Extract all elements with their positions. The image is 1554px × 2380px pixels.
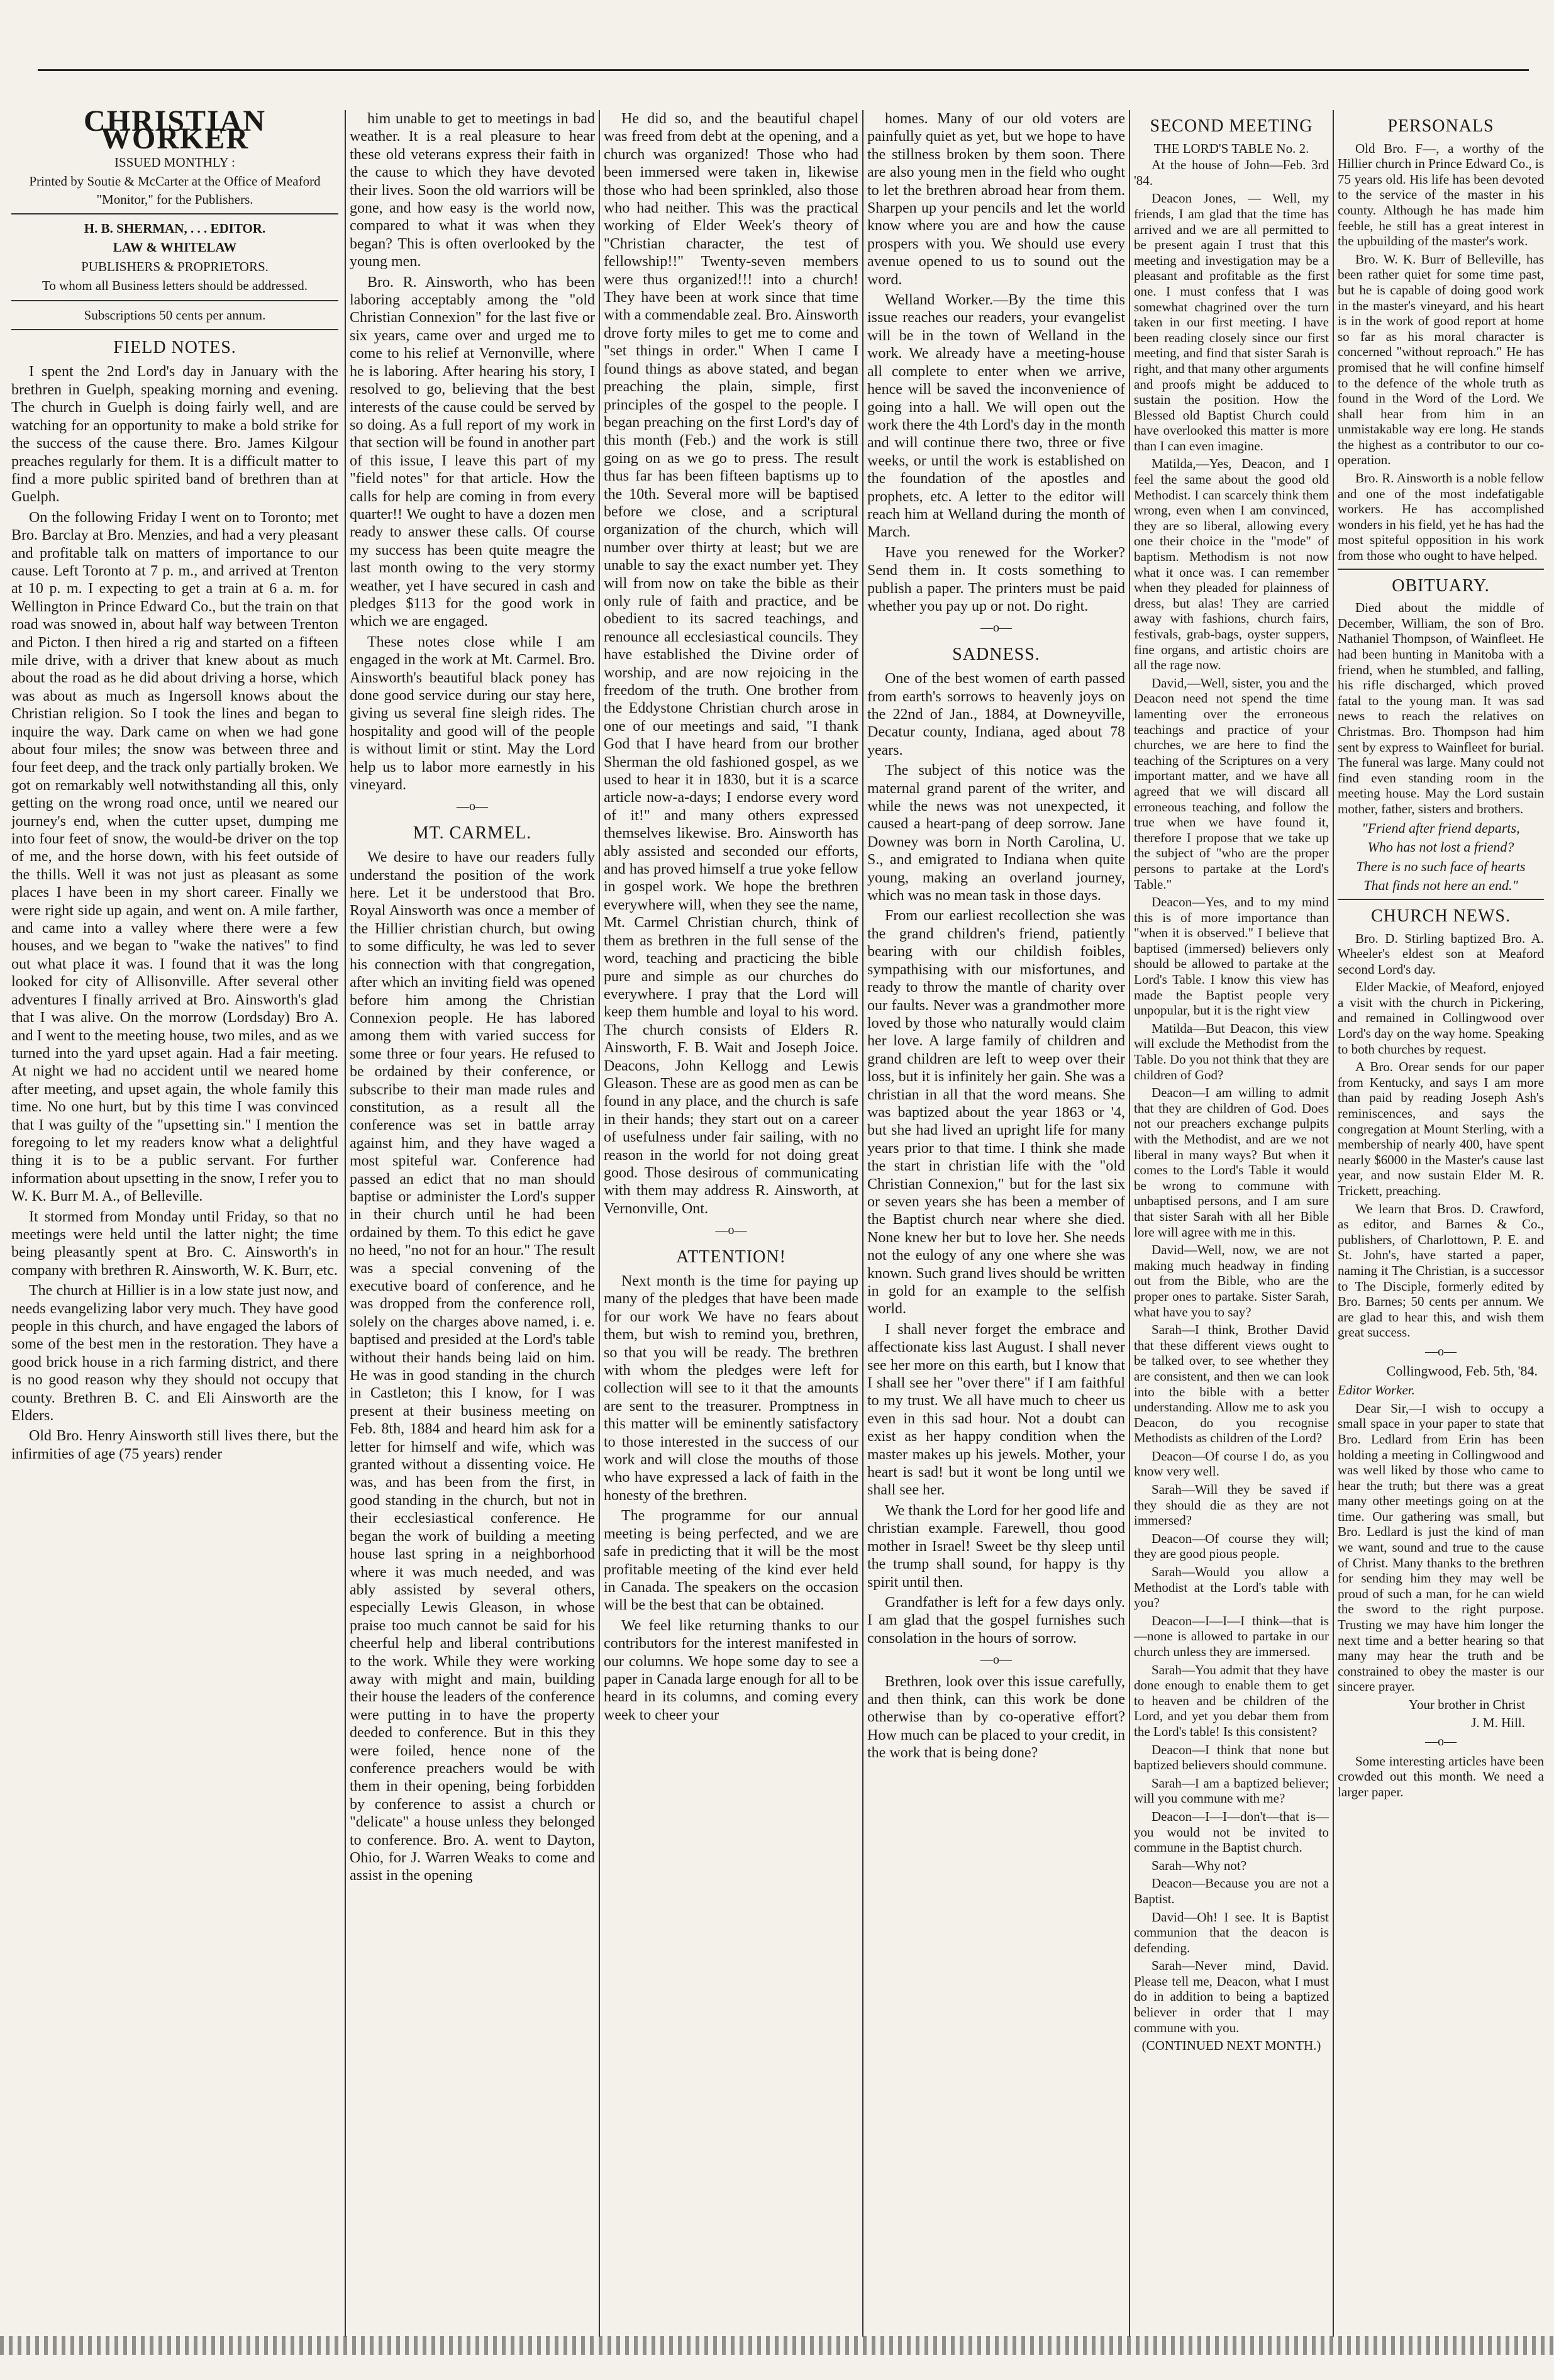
- article-paragraph: We learn that Bros. D. Crawford, as editor, and Barnes & Co., publishers, of Charlottown, P. E. and St. John's, have started a paper, naming it The Christian, is a successor to The Disciple, formerly edited by Bro. Barnes; 50 cents per annum. We are glad to hear this, and wish them great success.: [1338, 1201, 1544, 1340]
- attention-heading: ATTENTION!: [676, 1247, 786, 1267]
- column-divider: [599, 110, 600, 2337]
- dialogue-paragraph: David,—Well, sister, you and the Deacon need not spend the time lamenting over the erroneous teachings and practice of your churches, we are here to find the teaching of the Scriptures on a very important matter, and we have all agreed that we will discard all erroneous teaching, and follow the true when we have found it, therefore I propose that we take up the subject of "who are the proper persons to partake at the Lord's Table.": [1134, 675, 1329, 892]
- article-paragraph: homes. Many of our old voters are painfully quiet as yet, but we hope to have the stillness broken by them soon. There are also young men in the field who ought to let the brethren abroad hear from them. Sharpen up your pencils and let the world know where you are and how the cause prospers with you. We should use every avenue opened to us to sound out the word.: [867, 111, 1125, 288]
- poem-line: That finds not here an end.": [1363, 877, 1518, 894]
- article-paragraph: These notes close while I am engaged in the work at Mt. Carmel. Bro. Ainsworth's beautiful black poney has done good service during our stay here, giving us several fine sleigh rides. The hospitality and good will of the people is without limit or stint. May the Lord help us to labor more earnestly in his vineyard.: [350, 633, 595, 794]
- column-divider: [1333, 110, 1334, 2337]
- masthead-letters: To whom all Business letters should be addressed.: [42, 278, 308, 294]
- article-paragraph: Next month is the time for paying up many of the pledges that have been made for our work We have no fears about them, but wish to remind you, brethren, so that you will be ready. The brethren with whom the pledges were left for collection will see to it that the amounts are sent to the treasurer. Promptness in this matter will be eminently satisfactory to those interested in the success of our work and will close the mouths of those who have expressed a lack of faith in the honesty of the brethren.: [604, 1273, 858, 1504]
- second-meeting-subheading: THE LORD'S TABLE No. 2.: [1153, 140, 1309, 156]
- article-paragraph: The subject of this notice was the maternal grand parent of the writer, and while the news was not unexpected, it caused a heart-pang of deep sorrow. Jane Downey was born in North Carolina, U. S., and emigrated to Indiana when quite young, making an overland journey, which was no mean task in those days.: [867, 762, 1125, 904]
- article-paragraph: One of the best women of earth passed from earth's sorrows to heavenly joys on the 22nd of Jan., 1884, at Downeyville, Decatur county, Indiana, aged about 78 years.: [867, 670, 1125, 759]
- article-paragraph: him unable to get to meetings in bad weather. It is a real pleasure to hear these old veterans express their faith in the cause to which they have devoted their lives. Soon the old warriors will be gone, and how easy is the world now, compared to what it was when they began? This is often overlooked by the young men.: [350, 111, 595, 270]
- mt-carmel-heading: MT. CARMEL.: [413, 823, 532, 843]
- section-divider: —o—: [1425, 1344, 1457, 1359]
- field-notes-heading: FIELD NOTES.: [113, 338, 236, 358]
- dialogue-paragraph: Deacon—I think that none but baptized believers should commune.: [1134, 1742, 1329, 1773]
- masthead-editor: H. B. SHERMAN, . . . EDITOR.: [84, 221, 266, 236]
- dialogue-paragraph: Deacon—I—I—I think—that is—none is allowed to partake in our church unless they are immersed.: [1134, 1613, 1329, 1659]
- column-1: [11, 110, 338, 2337]
- dialogue-paragraph: Matilda,—Yes, Deacon, and I feel the same about the good old Methodist. I can scarcely think them wrong, even when I am convinced, they are so liberal, allowing every one their choice in the "mode" of baptism. Methodism is not now what it once was. I can remember when they pleaded for plainness of dress, but alas! They are carried away with fashions, church fairs, festivals, grab-bags, oyster suppers, fine organs, and artistic choirs are all the rage now.: [1134, 456, 1329, 673]
- masthead-subscription: Subscriptions 50 cents per annum.: [84, 307, 266, 323]
- dialogue-paragraph: Deacon—Of course they will; they are good pious people.: [1134, 1530, 1329, 1562]
- article-paragraph: Bro. R. Ainsworth, who has been laboring acceptably among the "old Christian Connexion" for the last five or six years, came over and urged me to come to his relief at Vernonville, where he is laboring. After hearing his story, I resolved to go, believing that the best interests of the cause could be served by so doing. As a full report of my work in that section will be found in another part of this issue, I leave this part of my "field notes" for that article. How the calls for help are coming in from every quarter!! We ought to have a dozen men ready to answer these calls. Of course my success has been quite meagre the last month owing to the very stormy weather, yet I have secured in cash and pledges $113 for the good work in which we are engaged.: [350, 274, 595, 630]
- article-paragraph: Old Bro. F—, a worthy of the Hillier church in Prince Edward Co., is 75 years old. His life has been devoted to the service of the master in his county. Although he has made him feeble, he still has a great interest in the upbuilding of the master's work.: [1338, 140, 1544, 249]
- personals-heading: PERSONALS: [1387, 116, 1494, 136]
- article-paragraph: Have you renewed for the Worker? Send them in. It costs something to publish a paper. The printers must be paid whether you pay up or not. Do right.: [867, 544, 1125, 614]
- column-divider: [345, 110, 346, 2337]
- article-paragraph: On the following Friday I went on to Toronto; met Bro. Barclay at Bro. Menzies, and had a very pleasant and profitable talk on matters of importance to our cause. Left Toronto at 7 p. m., and arrived at Trenton at 10 p. m. I expecting to get a train at 6 a. m. for Wellington in Prince Edward Co., but the train on that road was snowed in, about half way between Trenton and Picton. I then hired a rig and started on a fifteen mile drive, with a driver that knew about as much about the road as he did about driving a horse, which was about as much as Ingersoll knows about the Christian religion. So I took the lines and began to inquire the way. Dark came on when we had gone about four miles; the snow was between three and four feet deep, and the track only partially broken. We got on remarkably well notwithstanding all this, only getting on the wrong road once, until we neared our journey's end, when the cutter upset, dumping me into four feet of snow, the would-be driver on the top of me, and the horse down, with his feet outside of the thills. Well it was not just as pleasant as some places I have been in my short career. Finally we were right side up again, and went on. A mile farther, and came into a valley where there were a few houses, and we began to "wake the natives" to find out what place it was. I found that it was the long looked for city of Allisonville. After several other adventures I finally arrived at Bro. Ainsworth's glad that I was alive. On the morrow (Lordsday) Bro A. and I went to the meeting house, two miles, and as we turned into the yard upset again. Had a fair meeting. At night we had no accident until we neared home after meeting, and upset again, the whole family this time. No one hurt, but by this time I was convinced that I was guilty of the "upsetting sin." I mention the foregoing to let my readers know what a delightful thing it is to be a public servant. For further information about upsetting in the snow, I refer you to W. K. Burr M. A., of Belleville.: [11, 509, 338, 1205]
- section-divider: —o—: [1425, 1735, 1457, 1749]
- dialogue-paragraph: Sarah—I think, Brother David that these different views ought to be talked over, to see whether they are consistent, and then we can look into the bible with a better understanding. Allow me to ask you Deacon, do you recognise Methodists as children of the Lord?: [1134, 1322, 1329, 1446]
- dialogue-paragraph: At the house of John—Feb. 3rd '84.: [1134, 157, 1329, 188]
- letter-dateline: Collingwood, Feb. 5th, '84.: [1386, 1362, 1538, 1379]
- column-6: [1338, 110, 1544, 2337]
- article-paragraph: We feel like returning thanks to our contributors for the interest manifested in our columns. We hope some day to see a paper in Canada large enough for all to be heard in its columns, and coming every week to cheer your: [604, 1617, 858, 1723]
- dialogue-paragraph: Deacon—I am willing to admit that they are children of God. Does not our preachers exchange pulpits with the Methodist, and are we not liberal in many ways? But when it comes to the Lord's Table it would be wrong to commune with unbaptised persons, and I am sure that sister Sarah with all her Bible lore will agree with me in this.: [1134, 1085, 1329, 1240]
- column-divider: [862, 110, 863, 2337]
- column-3: [604, 110, 858, 2337]
- divider: [11, 329, 338, 330]
- article-paragraph: From our earliest recollection she was the grand children's friend, patiently bearing with our childish foibles, sympathising with our misfortunes, and ready to throw the mantle of charity over our faults. Never was a grandmother more loved by those who naturally would claim her love. A large family of children and grand children are left to weep over their loss, but it is infinitely her gain. She was a christian in all that the word means. She was baptized about the year 1863 or '4, but she had lived an upright life for many years prior to that time. I think she made the start in christian life with the "old Christian Connexion," but for the last six or seven years she has been a member of the Baptist church near where she died. None knew her but to love her. She needs not the eulogy of any one where she was known. Such grand lives should be written in gold for an example to the selfish world.: [867, 908, 1125, 1318]
- article-paragraph: The programme for our annual meeting is being perfected, and we are safe in predicting that it will be the most profitable meeting of the kind ever held in Canada. The speakers on the occasion will be the best that can be obtained.: [604, 1508, 858, 1614]
- article-paragraph: I spent the 2nd Lord's day in January with the brethren in Guelph, speaking morning and evening. The church in Guelph is doing fairly well, and are watching for an opportunity to make a bold strike for the success of the cause there. Bro. James Kilgour preaches regularly for them. It is a difficult matter to find a more public spirited band of brethren than at Guelph.: [11, 364, 338, 506]
- article-paragraph: It stormed from Monday until Friday, so that no meetings were held until the latter night; the time being pleasantly spent at Bro. C. Ainsworth's in company with brethren R. Ainsworth, W. K. Burr, etc.: [11, 1208, 338, 1279]
- masthead-firm: LAW & WHITELAW: [113, 240, 237, 255]
- dialogue-paragraph: Deacon Jones, — Well, my friends, I am glad that the time has arrived and we are all permitted to be present again I trust that this meeting and investigation may be a pleasant and profitable as the first one. I must confess that I was somewhat chagrined over the turn taken in our first meeting. I have been reading closely since our first meeting, and find that sister Sarah is right, and that many other arguments and proofs might be adduced to sustain the position. How the Blessed old Baptist Church could have overlooked this matter is more than I can even imagine.: [1134, 191, 1329, 453]
- obituary-heading: OBITUARY.: [1392, 576, 1490, 596]
- church-news-heading: CHURCH NEWS.: [1370, 906, 1511, 926]
- dialogue-paragraph: David—Oh! I see. It is Baptist communion that the deacon is defending.: [1134, 1909, 1329, 1955]
- article-paragraph: A Bro. Orear sends for our paper from Kentucky, and says I am more than paid by reading Joseph Ash's reminiscences, and says the congregation at Mount Sterling, with a membership of nearly 400, have spent nearly $6000 in the Master's cause last year, and now sustain Elder M. R. Trickett, preaching.: [1338, 1059, 1544, 1198]
- dialogue-paragraph: Sarah—I am a baptized believer; will you commune with me?: [1134, 1775, 1329, 1806]
- dialogue-paragraph: Sarah—Never mind, David. Please tell me, Deacon, what I must do in addition to being a baptized believer in order that I may commune with you.: [1134, 1958, 1329, 2035]
- section-divider: —o—: [980, 621, 1012, 635]
- second-meeting-heading: SECOND MEETING: [1150, 116, 1313, 136]
- masthead-title: CHRISTIAN WORKER: [83, 110, 267, 156]
- section-divider: —o—: [980, 1653, 1012, 1667]
- poem-line: "Friend after friend departs,: [1362, 820, 1520, 836]
- continued-note: (CONTINUED NEXT MONTH.): [1141, 2038, 1321, 2054]
- letter-signature: J. M. Hill.: [1471, 1715, 1525, 1730]
- sadness-heading: SADNESS.: [952, 644, 1040, 664]
- closing-note: Some interesting articles have been crowded out this month. We need a larger paper.: [1338, 1753, 1544, 1799]
- torn-bottom-edge: [0, 2336, 1554, 2355]
- section-divider: —o—: [457, 799, 488, 814]
- article-paragraph: Brethren, look over this issue carefully, and then think, can this work be done otherwise than by co-operative effort? How much can be placed to your credit, in the work that is being done?: [867, 1673, 1125, 1762]
- letter-addressee: Editor Worker.: [1338, 1382, 1415, 1398]
- poem-line: Who has not lost a friend?: [1367, 839, 1514, 855]
- dialogue-paragraph: Matilda—But Deacon, this view will exclude the Methodist from the Table. Do you not think that they are children of God?: [1134, 1020, 1329, 1082]
- article-paragraph: Welland Worker.—By the time this issue reaches our readers, your evangelist will be in the town of Welland in the work. We already have a meeting-house all complete to enter when we arrive, hence will be saved the inconvenience of going into a hall. We will open out the work there the 4th Lord's day in the month and will continue there two, three or five weeks, or until the work is established on the foundation of the apostles and prophets, etc. A letter to the editor will reach him at Welland during the month of March.: [867, 292, 1125, 541]
- column-4: [867, 110, 1125, 2337]
- article-paragraph: I shall never forget the embrace and affectionate kiss last August. I shall never see her more on this earth, but I know that I shall see her "over there" if I am faithful to my trust. We all have much to cheer us even in this sad hour. Not a doubt can exist as her happy condition when the master makes up his jewels. Mother, your heart is sad! but it wont be long until we shall see her.: [867, 1321, 1125, 1499]
- dialogue-paragraph: Deacon—Of course I do, as you know very well.: [1134, 1448, 1329, 1479]
- article-paragraph: Elder Mackie, of Meaford, enjoyed a visit with the church in Pickering, and remained in Collingwood over Lord's day on the way home. Speaking to both churches by request.: [1338, 979, 1544, 1057]
- masthead-publishers: PUBLISHERS & PROPRIETORS.: [81, 259, 269, 274]
- article-paragraph: We desire to have our readers fully understand the position of the work here. Let it be understood that Bro. Royal Ainsworth was once a member of the Hillier christian church, but owing to some difficulty, he was led to sever his connection with that congregation, after which an inviting field was opened before him among the Christian Connexion people. He has labored among them with varied success for some three or four years. He refused to be ordained by their conference, or subscribe to their man made rules and constitution, as a result all the conference was set in battle array against him, and they have waged a most spiteful war. Conference had passed an edict that no man should baptise or administer the Lord's supper in their church until he had been ordained by them. To this edict he gave no heed, "no not for an hour." The result was a special convening of the executive board of conference, and he was dropped from the conference roll, solely on the charges above named, i. e. baptised and presided at the Lord's table without their hands being laid on him. He was in good standing in the church in Castleton; this I know, for I was present at their business meeting on Feb. 8th, 1884 and heard him ask for a letter for himself and wife, which was granted without a dissenting voice. He was, and has been from the first, in good standing in the church, but not in their ecclesiastical conference. He began the work of building a meeting house last spring in a neighborhood where it was much needed, and was ably assisted by several others, especially Lewis Gleason, in whose praise too much cannot be said for his cheerful help and liberal contributions to the work. While they were working away with might and main, building their house the leaders of the conference were putting in to have the property deeded to conference. But in this they were foiled, hence none of the conference preachers would be with them in their opening, being forbidden by conference to assist a church or "delicate" a house unless they belonged to conference. Bro. A. went to Dayton, Ohio, for J. Warren Weaks to come and assist in the opening: [350, 849, 595, 1884]
- article-paragraph: He did so, and the beautiful chapel was freed from debt at the opening, and a church was organized! Those who had been immersed were taken in, likewise those who had been sprinkled, also those who had neither. This was the practical working of Elder Week's theory of "Christian character, the test of fellowship!!" Twenty-seven members were thus organized!!! into a church! They have been at work since that time with a commendable zeal. Bro. Ainsworth drove forty miles to get me to come and "set things in order." When I came I found things as above stated, and began preaching the plain, simple, first principles of the gospel to the people. I began preaching on the first Lord's day of this month (Feb.) and the work is still going on as we go to press. The result thus far has been fifteen baptisms up to the 10th. Several more will be baptised before we close, and a scriptural organization of the church, which will number over thirty at least; but we are unable to say the exact number yet. They will from now on take the bible as their only rule of faith and practice, and be obedient to its sacred teachings, and renounce all ecclesiastical councils. They have established the Divine order of worship, and are now rejoicing in the freedom of the truth. One brother from the Eddystone Christian church arose in one of our meetings and said, "I thank God that I have heard from our brother Sherman the old fashioned gospel, as we used to hear it in 1830, but it is a scarce article now-a-days; I endorse every word of it!" and many others expressed themselves likewise. Bro. Ainsworth has ably assisted and seconded our efforts, and has proved himself a true yoke fellow in gospel work. We hope the brethren everywhere will, when they see the name, Mt. Carmel Christian church, think of them as brethren in the full sense of the word, teaching and practicing the bible pure and simple as our churches do everywhere. I pray that the Lord will keep them humble and loyal to his word. The church consists of Elders R. Ainsworth, F. B. Wait and Joseph Joice. Deacons, John Kellogg and Lewis Gleason. These are as good men as can be found in any place, and the church is safe in their hands; they start out on a career of usefulness under fair sailing, with no reason in the world for not doing great good. Those desirous of communicating with them may address R. Ainsworth, at Vernonville, Ont.: [604, 111, 858, 1217]
- dialogue-paragraph: Deacon—Yes, and to my mind this is of more importance than "when it is observed." I believe that baptised (immersed) believers only should be allowed to partake at the Lord's Table. I know this view has made the Baptist people very unpopular, but it is the right view: [1134, 894, 1329, 1018]
- letter-signoff: Your brother in Christ: [1408, 1697, 1525, 1712]
- top-rule: [38, 69, 1529, 71]
- divider: [11, 300, 338, 301]
- column-2: [350, 110, 595, 2337]
- dialogue-paragraph: Sarah—You admit that they have done enough to enable them to get to heaven and be children of the Lord, and yet you debar them from the Lord's table! Is this consistent?: [1134, 1662, 1329, 1739]
- article-paragraph: Old Bro. Henry Ainsworth still lives there, but the infirmities of age (75 years) render: [11, 1428, 338, 1462]
- letter-paragraph: Dear Sir,—I wish to occupy a small space in your paper to state that Bro. Ledlard from Erin has been holding a meeting in Collingwood and was well liked by those who came to hear the truth; but there was a great many other meetings going on at the time. Our gathering was small, but Bro. Ledlard is just the kind of man we want, sound and true to the cause of Christ. Many thanks to the brethren for sending him they may well be proud of such a man, for he can wield the sword to the right purpose. Trusting we may have him longer the next time and a better hearing so that many may hear the truth and be constrained to obey the master is our sincere prayer.: [1338, 1400, 1544, 1694]
- masthead: [11, 110, 338, 330]
- divider: [1338, 569, 1544, 570]
- masthead-printed: Printed by Soutie & McCarter at the Office of Meaford "Monitor," for the Publishers.: [29, 174, 321, 207]
- divider: [1338, 899, 1544, 900]
- dialogue-paragraph: Sarah—Why not?: [1152, 1857, 1247, 1873]
- article-paragraph: Bro. W. K. Burr of Belleville, has been rather quiet for some time past, but he is capable of doing good work in the master's vineyard, and his heart is in the work of good report at home so far as his moral character is concerned "without reproach." He has promised that he will confine himself to the defence of the whole truth as found in the Word of the Lord. We shall hear from him in an unmistakable way ere long. He stands the highest as a contributor to our co-operation.: [1338, 251, 1544, 468]
- divider: [11, 213, 338, 214]
- dialogue-paragraph: Deacon—I—I—don't—that is—you would not be invited to commune in the Baptist church.: [1134, 1808, 1329, 1855]
- poem-line: There is no such face of hearts: [1356, 858, 1526, 874]
- article-paragraph: Bro. R. Ainsworth is a noble fellow and one of the most indefatigable workers. He has accomplished wonders in his field, yet he has had the most spiteful opposition in his work from those who ought to have helped.: [1338, 470, 1544, 564]
- article-paragraph: The church at Hillier is in a low state just now, and needs evangelizing labor very much. They have good people in this church, and have engaged the labors of some of the best men in the restoration. They have a good brick house in a rich farming district, and there is no good reason why they should not occupy that county. Brethren B. C. and Eli Ainsworth are the Elders.: [11, 1282, 338, 1425]
- masthead-issued: ISSUED MONTHLY :: [114, 154, 235, 170]
- section-divider: —o—: [715, 1223, 747, 1238]
- article-paragraph: We thank the Lord for her good life and christian example. Farewell, thou good mother in Israel! Sweet be thy sleep until the trump shall sound, for happy is thy spirit until then.: [867, 1502, 1125, 1591]
- dialogue-paragraph: Sarah—Would you allow a Methodist at the Lord's table with you?: [1134, 1564, 1329, 1611]
- article-paragraph: Bro. D. Stirling baptized Bro. A. Wheeler's eldest son at Meaford second Lord's day.: [1338, 930, 1544, 977]
- column-divider: [1129, 110, 1130, 2337]
- article-paragraph: Grandfather is left for a few days only. I am glad that the gospel furnishes such consolation in the hours of sorrow.: [867, 1594, 1125, 1647]
- column-5: [1134, 110, 1329, 2337]
- dialogue-paragraph: David—Well, now, we are not making much headway in finding out from the Bible, who are the proper ones to partake. Sister Sarah, what have you to say?: [1134, 1242, 1329, 1320]
- dialogue-paragraph: Sarah—Will they be saved if they should die as they are not immersed?: [1134, 1482, 1329, 1528]
- article-paragraph: Died about the middle of December, William, the son of Bro. Nathaniel Thompson, of Wainfleet. He had been hunting in Manitoba with a friend, when he stumbled, and falling, his rifle discharged, which proved fatal to the young man. It was sad news to reach the relatives on Christmas. Bro. Thompson had him sent by express to Wainfleet for burial. The funeral was large. Many could not find even standing room in the meeting house. May the Lord sustain mother, father, sisters and brothers.: [1338, 600, 1544, 816]
- dialogue-paragraph: Deacon—Because you are not a Baptist.: [1134, 1876, 1329, 1906]
